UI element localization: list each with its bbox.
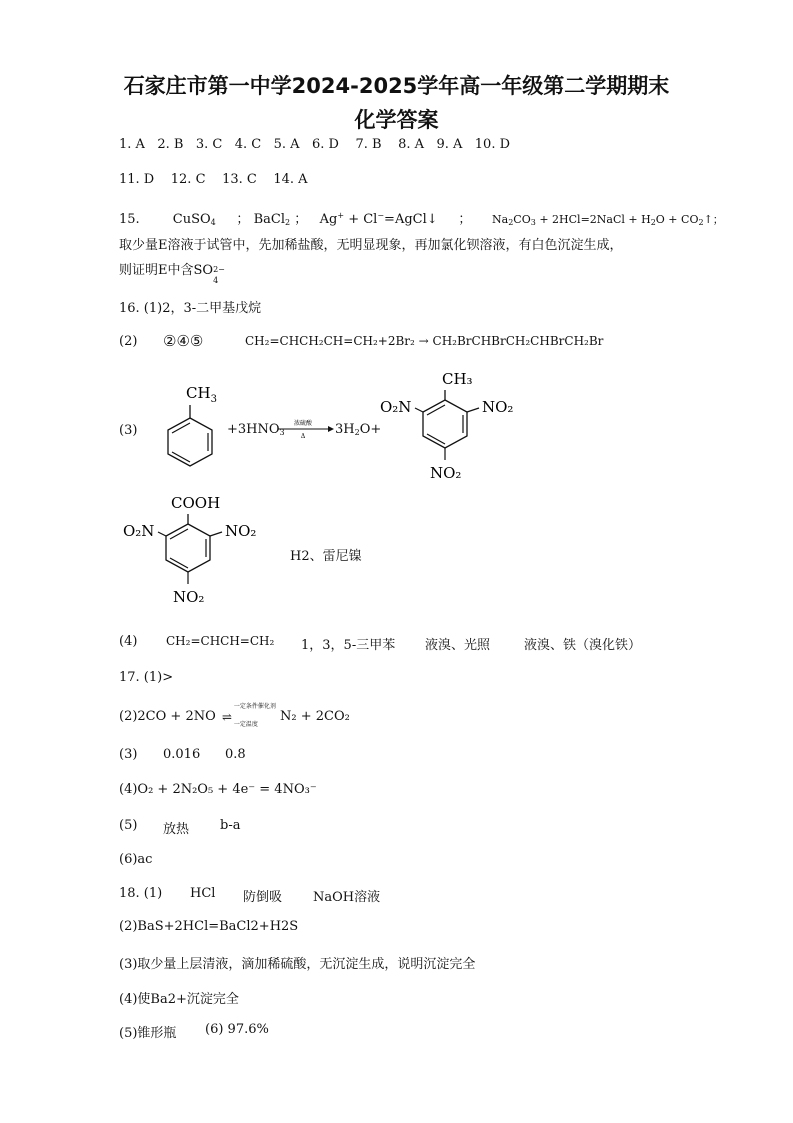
q17-part5-label: (5) xyxy=(119,818,138,833)
tnt-no2-bottom: NO₂ xyxy=(430,464,462,482)
trinitrobenzoic-acid-structure xyxy=(118,490,278,612)
q17-part6: (6)ac xyxy=(119,852,153,867)
q17-part3-label: (3) xyxy=(119,747,138,762)
q17-part3-b: 0.8 xyxy=(225,747,246,762)
q16-part2-circles: ②④⑤ xyxy=(163,332,204,350)
ionic-equation: Ag+ + Cl−=AgCl↓ xyxy=(319,211,438,227)
mc-answer: 11. D xyxy=(119,172,155,187)
mc-answer: 8. A xyxy=(398,137,425,152)
formula-cuso4: CuSO$_4$ xyxy=(172,212,216,227)
q15-line2: 取少量E溶液于试管中，先加稀盐酸，无明显现象，再加氯化钡溶液，有白色沉淀生成， xyxy=(119,238,623,253)
q16-part4-c: 液溴、光照 xyxy=(425,638,491,653)
q18-part4: (4)使Ba2+沉淀完全 xyxy=(119,992,239,1007)
question-number: 15. xyxy=(119,212,140,227)
q16-part2-label: (2) xyxy=(119,334,138,349)
mc-answer: 1. A xyxy=(119,137,145,152)
q17-part2: (2)2CO + 2NO 一定条件催化剂 ⇌ 一定温度 N₂ + 2CO₂ xyxy=(119,702,350,728)
q17-part1: 17. (1)> xyxy=(119,670,174,685)
mc-answers-row2 xyxy=(119,172,308,187)
mc-answer: 14. A xyxy=(273,172,308,187)
q15-line1: 15. CuSO$_4$ ； BaCl$_2$ ； Ag+ + Cl−=AgCl↓ ； $Na_2CO_3$ + 2HCl=2NaCl + $H_2O$ + $CO_2↑$； xyxy=(119,211,724,227)
mc-answer: 4. C xyxy=(234,137,262,152)
mc-answers-row1 xyxy=(119,137,510,152)
chemical-equation: $Na_2CO_3$ + 2HCl=2NaCl + $H_2O$ + $CO_2↑$； xyxy=(492,213,724,227)
reduction-reagents: H2、雷尼镍 xyxy=(290,549,362,564)
q18-part1-a: HCl xyxy=(190,886,216,901)
q16-part1: 16. (1)2，3-二甲基戊烷 xyxy=(119,301,262,316)
q16-part4-d: 液溴、铁（溴化铁） xyxy=(524,638,642,653)
page-title: 石家庄市第一中学2024-2025学年高一年级第二学期期末 xyxy=(123,74,670,98)
mc-answer: 7. B xyxy=(355,137,382,152)
cooh-label: COOH xyxy=(171,494,221,512)
reaction-arrow xyxy=(276,416,336,440)
mc-answer: 6. D xyxy=(311,137,339,152)
water-product: $3H_2O+$ xyxy=(335,422,382,437)
hno3-reagent: $+3HNO_3$ xyxy=(227,422,285,437)
q18-part1-b: 防倒吸 xyxy=(243,890,283,905)
mc-answer: 12. C xyxy=(170,172,206,187)
q16-part4-label: (4) xyxy=(119,634,138,649)
mc-answer: 2. B xyxy=(157,137,184,152)
q16-part4-b: 1，3，5-三甲苯 xyxy=(301,638,396,653)
q17-part5-a: 放热 xyxy=(163,822,190,837)
acid-no2-bottom: NO₂ xyxy=(173,588,205,606)
tnt-structure xyxy=(375,366,535,488)
q17-part4: (4)O₂ + 2N₂O₅ + 4e⁻ = 4NO₃⁻ xyxy=(119,782,317,797)
q16-part4-formula: CH₂=CHCH=CH₂ xyxy=(166,634,275,648)
q18-part5: (5)锥形瓶 xyxy=(119,1026,177,1041)
q18-part3: (3)取少量上层清液，滴加稀硫酸，无沉淀生成，说明沉淀完全 xyxy=(119,957,476,972)
q17-part3-a: 0.016 xyxy=(163,747,201,762)
q18-part1-label: 18. (1) xyxy=(119,886,163,901)
q16-part3-label: (3) xyxy=(119,423,138,438)
toluene-ch3-label: $CH_3$ xyxy=(186,384,217,405)
arrow-condition-top: 浓硫酸 xyxy=(293,420,313,427)
arrow-condition-bottom: Δ xyxy=(300,433,306,440)
q16-part2-equation: CH₂=CHCH₂CH=CH₂+2Br₂ → CH₂BrCHBrCH₂CHBrCH₂Br xyxy=(245,334,604,348)
q18-part6: (6) 97.6% xyxy=(205,1022,269,1037)
mc-answer: 9. A xyxy=(436,137,463,152)
q18-part1-c: NaOH溶液 xyxy=(313,890,381,905)
q17-part5-b: b-a xyxy=(220,818,241,833)
tnt-no2-left: O₂N xyxy=(380,398,412,416)
page-subtitle: 化学答案 xyxy=(354,108,439,132)
equilibrium-arrow: 一定条件催化剂 ⇌ 一定温度 xyxy=(221,702,276,728)
mc-answer: 10. D xyxy=(474,137,511,152)
mc-answer: 13. C xyxy=(222,172,257,187)
acid-no2-left: O₂N xyxy=(123,522,155,540)
q15-line3: 则证明E中含SO 2− 4 xyxy=(119,263,225,285)
tnt-ch3-label: CH₃ xyxy=(442,370,473,388)
acid-no2-right: NO₂ xyxy=(225,522,257,540)
q18-part2: (2)BaS+2HCl=BaCl2+H2S xyxy=(119,919,299,934)
tnt-no2-right: NO₂ xyxy=(482,398,514,416)
mc-answer: 5. A xyxy=(273,137,300,152)
formula-bacl2: BaCl$_2$ xyxy=(253,212,291,227)
mc-answer: 3. C xyxy=(195,137,223,152)
